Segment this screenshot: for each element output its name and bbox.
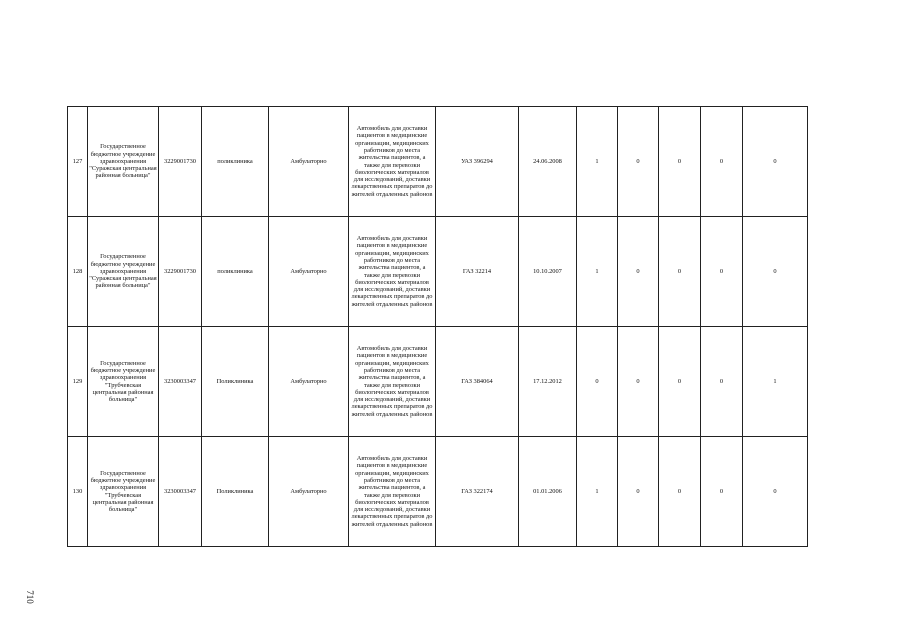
count-cell-4: 0 — [701, 217, 743, 327]
count-cell-2: 0 — [618, 437, 659, 547]
count-cell-3: 0 — [659, 107, 701, 217]
count-cell-4: 0 — [701, 327, 743, 437]
count-cell-2: 0 — [618, 217, 659, 327]
purpose-cell: Автомобиль для доставки пациентов в медицинские организации, медицинских работников до места жительства пациентов, а также для перевозки биологических материалов для исследований, доставки лекарственных препаратов до жителей отдаленных районов — [349, 107, 436, 217]
institution-cell: Государственное бюджетное учреждение здравоохранения "Суражская центральная районная больница" — [88, 107, 159, 217]
count-cell-1: 1 — [577, 217, 618, 327]
unit-cell: поликлиника — [202, 107, 269, 217]
count-cell-1: 1 — [577, 107, 618, 217]
row-number-cell: 127 — [68, 107, 88, 217]
unit-cell: Поликлиника — [202, 437, 269, 547]
table-row — [68, 437, 808, 547]
count-cell-1: 0 — [577, 327, 618, 437]
care-type-cell: Амбулаторно — [269, 437, 349, 547]
care-type-cell: Амбулаторно — [269, 327, 349, 437]
code-cell: 3229001730 — [159, 107, 202, 217]
page-number-text: 710 — [25, 590, 35, 604]
count-cell-4: 0 — [701, 107, 743, 217]
date-cell: 01.01.2006 — [519, 437, 577, 547]
table-row — [68, 107, 808, 217]
date-cell: 24.06.2008 — [519, 107, 577, 217]
date-cell: 10.10.2007 — [519, 217, 577, 327]
unit-cell: Поликлиника — [202, 327, 269, 437]
code-cell: 3229001730 — [159, 217, 202, 327]
count-cell-5: 1 — [743, 327, 808, 437]
row-number-cell: 128 — [68, 217, 88, 327]
count-cell-2: 0 — [618, 327, 659, 437]
row-number-cell: 130 — [68, 437, 88, 547]
institution-cell: Государственное бюджетное учреждение здравоохранения "Суражская центральная районная больница" — [88, 217, 159, 327]
count-cell-5: 0 — [743, 217, 808, 327]
purpose-cell: Автомобиль для доставки пациентов в медицинские организации, медицинских работников до места жительства пациентов, а также для перевозки биологических материалов для исследований, доставки лекарственных препаратов до жителей отдаленных районов — [349, 327, 436, 437]
count-cell-5: 0 — [743, 437, 808, 547]
code-cell: 3230003347 — [159, 327, 202, 437]
purpose-cell: Автомобиль для доставки пациентов в медицинские организации, медицинских работников до места жительства пациентов, а также для перевозки биологических материалов для исследований, доставки лекарственных препаратов до жителей отдаленных районов — [349, 217, 436, 327]
unit-cell: поликлиника — [202, 217, 269, 327]
row-number-cell: 129 — [68, 327, 88, 437]
institution-cell: Государственное бюджетное учреждение здравоохранения "Трубчевская центральная районная больница" — [88, 437, 159, 547]
count-cell-3: 0 — [659, 327, 701, 437]
count-cell-1: 1 — [577, 437, 618, 547]
purpose-cell: Автомобиль для доставки пациентов в медицинские организации, медицинских работников до места жительства пациентов, а также для перевозки биологических материалов для исследований, доставки лекарственных препаратов до жителей отдаленных районов — [349, 437, 436, 547]
count-cell-4: 0 — [701, 437, 743, 547]
vehicle-model-cell: УАЗ 396294 — [436, 107, 519, 217]
count-cell-3: 0 — [659, 437, 701, 547]
care-type-cell: Амбулаторно — [269, 217, 349, 327]
table-row — [68, 217, 808, 327]
vehicle-model-cell: ГАЗ 32214 — [436, 217, 519, 327]
care-type-cell: Амбулаторно — [269, 107, 349, 217]
institution-cell: Государственное бюджетное учреждение здравоохранения "Трубчевская центральная районная больница" — [88, 327, 159, 437]
table-row — [68, 327, 808, 437]
page-number — [22, 586, 38, 608]
date-cell: 17.12.2012 — [519, 327, 577, 437]
count-cell-3: 0 — [659, 217, 701, 327]
vehicle-model-cell: ГАЗ 322174 — [436, 437, 519, 547]
code-cell: 3230003347 — [159, 437, 202, 547]
table-body — [68, 107, 808, 547]
count-cell-2: 0 — [618, 107, 659, 217]
vehicle-model-cell: ГАЗ 384064 — [436, 327, 519, 437]
vehicle-register-table — [67, 106, 808, 547]
count-cell-5: 0 — [743, 107, 808, 217]
